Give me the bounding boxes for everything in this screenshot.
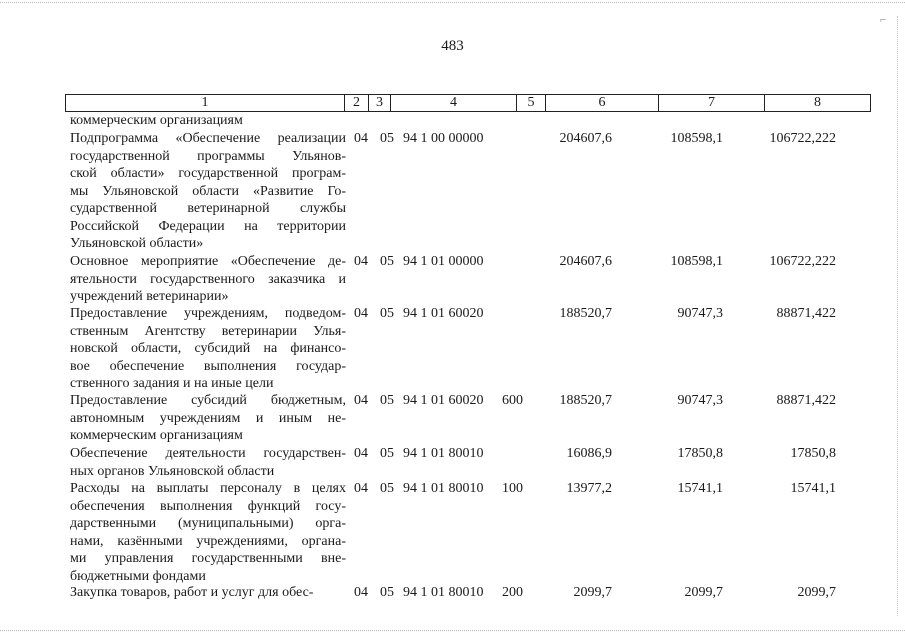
row-name-line: дарственными (муниципальными) орга-: [70, 516, 346, 531]
row-name-line: Предоставление субсидий бюджетным,: [70, 393, 346, 408]
row-cell-c7: 90747,3: [677, 393, 723, 408]
row-name-line: автономным учреждениям и иным не-: [70, 410, 346, 426]
row-cell-c7: 90747,3: [677, 306, 723, 321]
row-name-line: Российской Федерации на территории: [70, 218, 346, 234]
row-cell-c3: 05: [380, 306, 394, 321]
column-header-1: 1: [66, 95, 345, 112]
row-cell-c4: 94 1 01 00000: [403, 254, 484, 269]
column-header-3: 3: [369, 95, 391, 112]
row-cell-c7: 108598,1: [670, 254, 723, 269]
row-cell-c4: 94 1 01 60020: [403, 306, 484, 321]
row-name-line: вое обеспечение выполнения государ-: [70, 358, 346, 374]
row-cell-c3: 05: [380, 254, 394, 269]
row-cell-c2: 04: [354, 446, 368, 461]
row-name-line: новской области, субсидий на финансо-: [70, 341, 346, 356]
row-cell-c6: 13977,2: [566, 481, 612, 496]
row-name-cell: [70, 305, 346, 393]
column-header-row: [66, 95, 871, 112]
row-name-cell: [70, 112, 346, 130]
row-name-line: государственной программы Ульянов-: [70, 148, 346, 164]
row-cell-c6: 204607,6: [559, 254, 612, 269]
page-edge-right: [897, 16, 899, 616]
row-cell-c5: 100: [502, 481, 523, 496]
column-header-8: 8: [765, 95, 871, 112]
row-name-line: Предоставление учреждениям, подведом-: [70, 306, 346, 321]
row-name-line: Подпрограмма «Обеспечение реализации: [70, 131, 346, 146]
row-name-line: Ульяновской области»: [70, 236, 204, 251]
row-name-line: ми управления государственными вне-: [70, 551, 346, 566]
page-edge-top: [0, 2, 905, 4]
row-cell-c3: 05: [380, 446, 394, 461]
row-cell-c4: 94 1 01 80010: [403, 585, 484, 600]
row-cell-c6: 188520,7: [559, 393, 612, 408]
column-header-2: 2: [345, 95, 369, 112]
row-cell-c4: 94 1 01 80010: [403, 481, 484, 496]
row-cell-c2: 04: [354, 131, 368, 146]
row-cell-c6: 204607,6: [559, 131, 612, 146]
row-name-line: ственного задания и на иные цели: [70, 376, 274, 391]
row-cell-c6: 2099,7: [573, 585, 612, 600]
row-cell-c6: 188520,7: [559, 306, 612, 321]
row-cell-c2: 04: [354, 306, 368, 321]
row-name-line: ской области» государственной програм-: [70, 166, 346, 181]
row-name-cell: [70, 480, 346, 585]
row-name-line: Закупка товаров, работ и услуг для обес-: [70, 585, 314, 600]
row-cell-c7: 17850,8: [677, 446, 723, 461]
row-name-line: обеспечения выполнения функций госу-: [70, 498, 346, 514]
row-cell-c3: 05: [380, 585, 394, 600]
row-name-line: ственным Агентству ветеринарии Улья-: [70, 323, 346, 339]
row-cell-c8: 106722,222: [769, 131, 836, 146]
row-name-cell: [70, 392, 346, 445]
row-cell-c3: 05: [380, 481, 394, 496]
row-name-line: коммерческим организациям: [70, 428, 243, 443]
row-cell-c2: 04: [354, 254, 368, 269]
row-cell-c2: 04: [354, 481, 368, 496]
row-cell-c2: 04: [354, 393, 368, 408]
row-name-line: Основное мероприятие «Обеспечение де-: [70, 254, 346, 269]
row-name-cell: [70, 130, 346, 253]
row-cell-c8: 106722,222: [769, 254, 836, 269]
row-cell-c4: 94 1 01 60020: [403, 393, 484, 408]
page-edge-bottom: [0, 630, 905, 632]
row-name-line: сударственной ветеринарной службы: [70, 201, 346, 216]
row-cell-c7: 108598,1: [670, 131, 723, 146]
row-cell-c2: 04: [354, 585, 368, 600]
column-header-4: 4: [391, 95, 517, 112]
column-header-7: 7: [659, 95, 765, 112]
row-name-cell: [70, 253, 346, 306]
row-name-line: коммерческим организациям: [70, 113, 243, 128]
row-name-line: ных органов Ульяновской области: [70, 463, 275, 479]
row-name-line: мы Ульяновской области «Развитие Го-: [70, 183, 346, 199]
row-name-cell: [70, 584, 346, 602]
row-cell-c8: 2099,7: [797, 585, 836, 600]
page-number: 483: [441, 38, 464, 54]
row-cell-c8: 15741,1: [790, 481, 836, 496]
row-cell-c8: 17850,8: [790, 446, 836, 461]
row-name-line: ятельности государственного заказчика и: [70, 271, 346, 287]
row-name-line: нами, казёнными учреждениями, органа-: [70, 533, 346, 549]
row-cell-c8: 88871,422: [776, 393, 836, 408]
scan-corner-mark: ⌐: [880, 14, 887, 26]
column-header-6: 6: [546, 95, 659, 112]
row-name-line: Обеспечение деятельности государствен-: [70, 446, 346, 461]
column-header-table: [65, 94, 871, 112]
column-header-5: 5: [517, 95, 546, 112]
row-name-line: Расходы на выплаты персоналу в целях: [70, 481, 346, 496]
row-cell-c5: 600: [502, 393, 523, 408]
row-name-line: учреждений ветеринарии»: [70, 289, 229, 304]
row-cell-c7: 15741,1: [677, 481, 723, 496]
row-cell-c4: 94 1 01 80010: [403, 446, 484, 461]
row-cell-c5: 200: [502, 585, 523, 600]
row-name-line: бюджетными фондами: [70, 568, 206, 584]
row-cell-c7: 2099,7: [684, 585, 723, 600]
row-cell-c3: 05: [380, 393, 394, 408]
row-cell-c6: 16086,9: [566, 446, 612, 461]
row-cell-c8: 88871,422: [776, 306, 836, 321]
row-cell-c4: 94 1 00 00000: [403, 131, 484, 146]
row-name-cell: [70, 445, 346, 480]
row-cell-c3: 05: [380, 131, 394, 146]
